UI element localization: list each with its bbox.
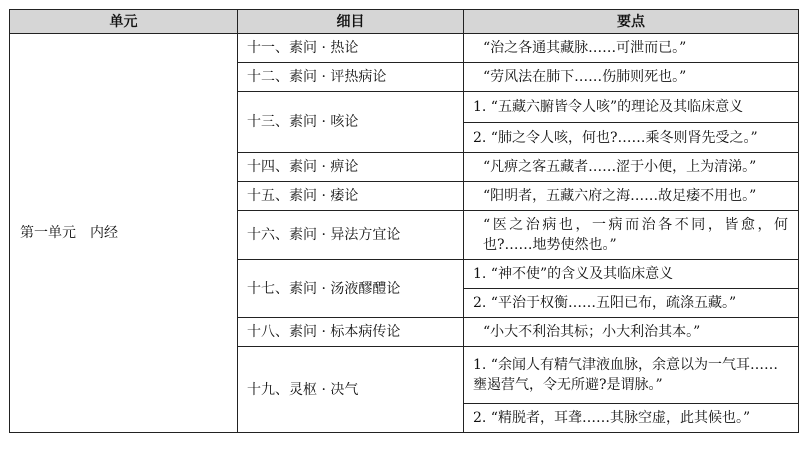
item-cell: 十三、素问 · 咳论 xyxy=(238,92,464,153)
item-cell: 十二、素问 · 评热病论 xyxy=(238,63,464,92)
point-cell: “凡痹之客五藏者……涩于小便，上为清涕。” xyxy=(464,153,799,182)
point-cell: “劳风法在肺下……伤肺则死也。” xyxy=(464,63,799,92)
item-cell: 十四、素问 · 痹论 xyxy=(238,153,464,182)
item-cell: 十八、素问 · 标本病传论 xyxy=(238,318,464,347)
header-row xyxy=(10,10,799,34)
point-cell: “阳明者，五藏六府之海……故足痿不用也。” xyxy=(464,182,799,211)
point-cell: “小大不利治其标；小大利治其本。” xyxy=(464,318,799,347)
point-cell: 1. “余闻人有精气津液血脉，余意以为一气耳……壅遏营气，令无所避?是谓脉。” xyxy=(464,347,799,404)
header-point: 要点 xyxy=(464,10,799,34)
item-cell: 十一、素问 · 热论 xyxy=(238,34,464,63)
table-row xyxy=(10,34,799,63)
point-cell: 2. “平治于权衡……五阳已布，疏涤五藏。” xyxy=(464,289,799,318)
item-cell: 十七、素问 · 汤液醪醴论 xyxy=(238,260,464,318)
syllabus-table xyxy=(9,9,799,433)
header-item: 细目 xyxy=(238,10,464,34)
point-cell: “医之治病也，一病而治各不同，皆愈，何也?……地势使然也。” xyxy=(464,211,799,260)
item-cell: 十五、素问 · 痿论 xyxy=(238,182,464,211)
header-unit: 单元 xyxy=(10,10,238,34)
point-cell: “治之各通其藏脉……可泄而已。” xyxy=(464,34,799,63)
item-cell: 十六、素问 · 异法方宜论 xyxy=(238,211,464,260)
item-cell: 十九、灵枢 · 决气 xyxy=(238,347,464,433)
point-cell: 1. “神不使”的含义及其临床意义 xyxy=(464,260,799,289)
unit-cell: 第一单元 内经 xyxy=(10,34,238,433)
point-cell: 1. “五藏六腑皆令人咳”的理论及其临床意义 xyxy=(464,92,799,123)
point-cell: 2. “精脱者，耳聋……其脉空虚，此其候也。” xyxy=(464,404,799,433)
point-cell: 2. “肺之令人咳，何也?……乘冬则肾先受之。” xyxy=(464,123,799,153)
